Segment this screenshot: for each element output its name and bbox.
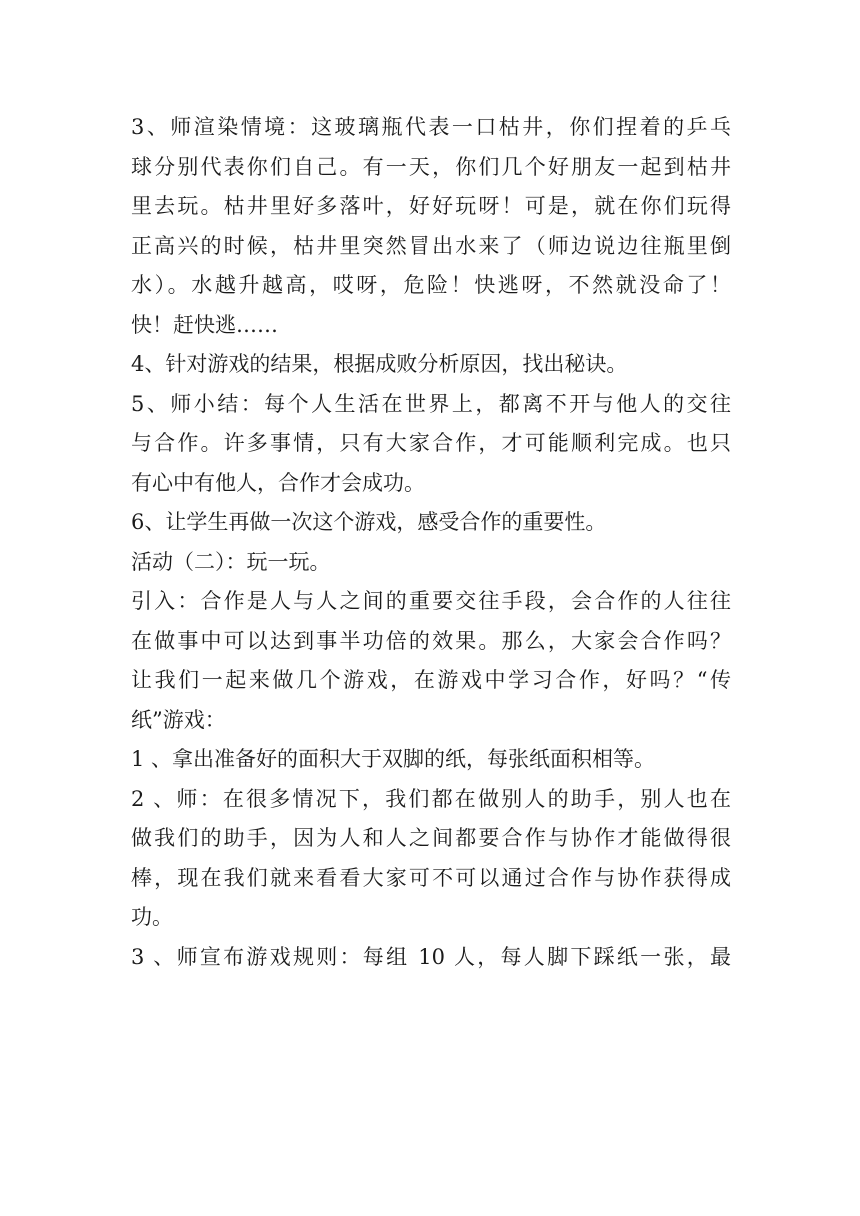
- text-line: 功。: [131, 905, 173, 929]
- text-line: 棒，现在我们就来看看大家可不可以通过合作与协作获得成: [131, 865, 731, 890]
- text-line: 水）。水越升越高，哎呀，危险！快逃呀，不然就没命了！: [131, 273, 731, 297]
- text-line: 做我们的助手，因为人和人之间都要合作与协作才能做得很: [131, 826, 731, 850]
- text-line: 在做事中可以达到事半功倍的效果。那么，大家会合作吗？: [131, 628, 731, 653]
- text-line: 1 、拿出准备好的面积大于双脚的纸，每张纸面积相等。: [131, 747, 656, 771]
- text-line: 5、师小结：每个人生活在世界上，都离不开与他人的交往: [131, 391, 731, 416]
- text-line: 里去玩。枯井里好多落叶，好好玩呀！可是，就在你们玩得: [131, 194, 731, 218]
- text-line: 4、针对游戏的结果，根据成败分析原因，找出秘诀。: [131, 352, 628, 376]
- section-heading: 活动（二）：玩一玩。: [131, 549, 331, 574]
- text-line: 与合作。许多事情，只有大家合作，才可能顺利完成。也只: [131, 431, 731, 455]
- text-line: 有心中有他人，合作才会成功。: [131, 470, 425, 495]
- text-line: 球分别代表你们自己。有一天，你们几个好朋友一起到枯井: [131, 154, 731, 179]
- text-line: 3、师渲染情境：这玻璃瓶代表一口枯井，你们捏着的乒乓: [131, 115, 731, 139]
- text-line: 正高兴的时候，枯井里突然冒出水来了（师边说边往瓶里倒: [131, 233, 731, 258]
- document-body: [131, 108, 731, 977]
- text-line: 6、让学生再做一次这个游戏，感受合作的重要性。: [131, 510, 607, 534]
- text-line: 2 、师：在很多情况下，我们都在做别人的助手，别人也在: [131, 786, 731, 811]
- text-line: 快！赶快逃……: [131, 312, 278, 337]
- text-line: 引入：合作是人与人之间的重要交往手段，会合作的人往往: [131, 589, 731, 613]
- text-line: 3 、师宣布游戏规则：每组 10 人，每人脚下踩纸一张，最: [131, 944, 731, 969]
- text-line: 纸”游戏：: [131, 707, 226, 732]
- text-line: 让我们一起来做几个游戏，在游戏中学习合作，好吗？“传: [131, 668, 731, 692]
